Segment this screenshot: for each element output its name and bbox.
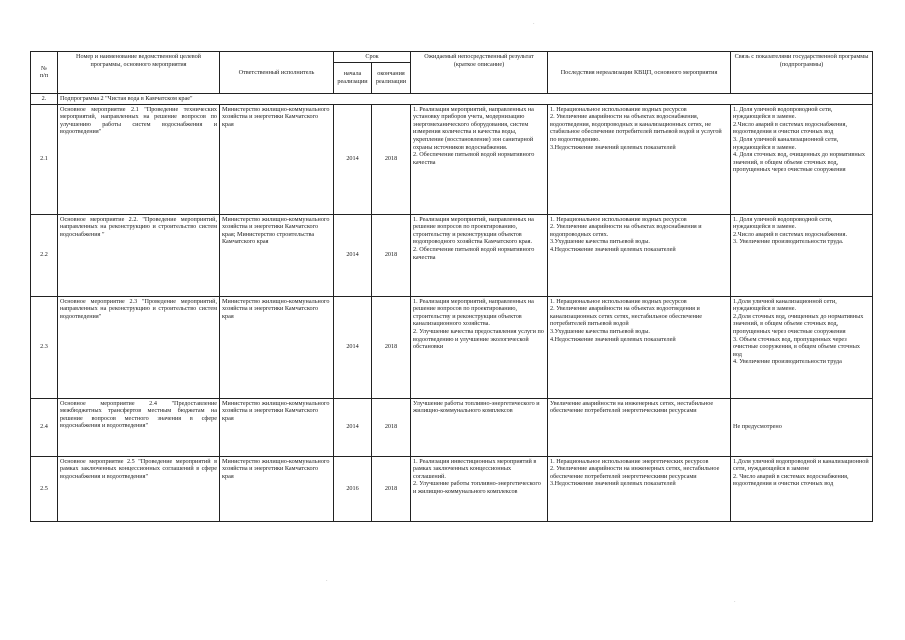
scan-speck: · (326, 579, 328, 584)
header-end: окончания реализации (372, 62, 411, 93)
row-num: 2.2 (31, 214, 58, 296)
header-name: Номер и наименование ведомственной целевой программы, основного мероприятия (58, 52, 220, 94)
measures-table (30, 51, 873, 522)
subprogram-num: 2. (31, 93, 58, 104)
row-consequences: 1. Нерациональное использование водных ресурсов 2. Увеличение аварийности на объектах водоснабжения, водоотведения, водопроводных и канализационных сетях, не стабильное обеспечение потребителей питьевой водой и услугой по водоотведению. 3.Недостижение значений целевых показателей (548, 104, 731, 214)
row-num: 2.5 (31, 456, 58, 521)
table-row (31, 214, 873, 296)
row-expected: 1. Реализация мероприятий, направленных на установку приборов учета, модернизацию энергомеханического оборудования, систем измерения количества и качества воды, укрепление (восстановление) зон санитарной охраны источников водоснабжения. 2. Обеспечение питьевой водой нормативного качества (411, 104, 548, 214)
row-start: 2016 (334, 456, 372, 521)
row-consequences: Увеличение аварийности на инженерных сетях, нестабильное обеспечение потребителей энергетическими ресурсами (548, 398, 731, 456)
row-end: 2018 (372, 398, 411, 456)
row-consequences: 1. Нерациональное использование водных ресурсов 2. Увеличение аварийности на объектах водоснабжения и водопроводных сетях. 3.Ухудшение качества питьевой воды. 4.Недостижение значений целевых показателей (548, 214, 731, 296)
row-num: 2.1 (31, 104, 58, 214)
header-num: № п/п (31, 52, 58, 94)
header-consequences: Последствия нереализации КВЦП, основного мероприятия (548, 52, 731, 94)
row-name: Основное мероприятие 2.4 "Предоставление межбюджетных трансфертов местным бюджетам на решение вопросов местного значения в сфере водоснабжения и водоотведения" (58, 398, 220, 456)
row-expected: Улучшение работы топливно-энергетического и жилищно-коммунального комплексов (411, 398, 548, 456)
row-name: Основное мероприятие 2.5 "Проведение мероприятий в рамках заключенных концессионных соглашений в сфере водоснабжения и водоотведения" (58, 456, 220, 521)
row-executor: Министерство жилищно-коммунального хозяйства и энергетики Камчатского края; Министерство строительства Камчатского края (220, 214, 334, 296)
header-link: Связь с показателями государственной программы (подпрограммы) (731, 52, 873, 94)
row-end: 2018 (372, 296, 411, 398)
table-row (31, 456, 873, 521)
header-executor: Ответственный исполнитель (220, 52, 334, 94)
row-start: 2014 (334, 296, 372, 398)
header-expected: Ожидаемый непосредственный результат (краткое описание) (411, 52, 548, 94)
table-row (31, 104, 873, 214)
row-link: 1.Доля уличной канализационной сети, нуждающейся в замене. 2.Доля сточных вод, очищенных до нормативных значений, в общем объеме сточных вод, пропущенных через очистные сооружения 3. Объем сточных вод, пропущенных через очистные сооружения, в общем объеме сточных вод 4. Увеличение производительности труда (731, 296, 873, 398)
scan-speck: · (734, 600, 736, 605)
row-expected: 1. Реализация мероприятий, направленных на решение вопросов по проектированию, строительству и реконструкции объектов водопроводного хозяйства Камчатского края. 2. Обеспечение питьевой водой нормативного качества (411, 214, 548, 296)
row-num: 2.4 (31, 398, 58, 456)
row-start: 2014 (334, 104, 372, 214)
row-executor: Министерство жилищно-коммунального хозяйства и энергетики Камчатского края (220, 456, 334, 521)
header-start: начала реализации (334, 62, 372, 93)
row-link: 1. Доля уличной водопроводной сети, нуждающейся в замене. 2.Число аварий в системах водоснабжения, водоотведения и очистки сточных вод 3. Доля уличной канализационной сети, нуждающейся в замене. 4. Доля сточных вод, очищенных до нормативных значений, в общем объеме сточных вод, пропущенных через очистные сооружения (731, 104, 873, 214)
subprogram-title: Подпрограмма 2 "Чистая вода в Камчатском крае" (58, 93, 873, 104)
row-link: 1. Доля уличной водопроводной сети, нуждающейся в замене. 2.Число аварий в системах водоснабжения. 3. Увеличение производительности труда. (731, 214, 873, 296)
row-num: 2.3 (31, 296, 58, 398)
table-row (31, 296, 873, 398)
row-link: 1.Доля уличной водопроводной и канализационной сети, нуждающейся в замене 2. Число аварий в системах водоснабжения, водоотведения и очистки сточных вод (731, 456, 873, 521)
row-end: 2018 (372, 104, 411, 214)
row-expected: 1. Реализация инвестиционных мероприятий в рамках заключенных концессионных соглашений. 2. Улучшение работы топливно-энергетического и жилищно-коммунального комплексов (411, 456, 548, 521)
row-name: Основное мероприятие 2.2. "Проведение мероприятий, направленных на реконструкцию и строительство систем водоснабжения " (58, 214, 220, 296)
scan-speck: · (533, 22, 535, 27)
row-executor: Министерство жилищно-коммунального хозяйства и энергетики Камчатского края (220, 398, 334, 456)
row-name: Основное мероприятие 2.1 "Проведение технических мероприятий, направленных на решение вопросов по улучшению работы систем водоснабжения и водоотведения" (58, 104, 220, 214)
row-name: Основное мероприятие 2.3 "Проведение мероприятий, направленных на реконструкцию и строительство систем водоотведения" (58, 296, 220, 398)
subprogram-row (31, 93, 873, 104)
row-link: Не предусмотрено (731, 398, 873, 456)
row-start: 2014 (334, 214, 372, 296)
row-expected: 1. Реализация мероприятий, направленных на решение вопросов по проектированию, строительству и реконструкции объектов канализационного хозяйства. 2. Улучшение качества предоставления услуги по водоотведению и улучшение экологической обстановки (411, 296, 548, 398)
table-row (31, 398, 873, 456)
row-end: 2018 (372, 214, 411, 296)
row-consequences: 1. Нерациональное использование энергетических ресурсов 2. Увеличение аварийности на инженерных сетях, нестабильное обеспечение потребителей энергетическими ресурсами 3.Недостижение значений целевых показателей (548, 456, 731, 521)
row-executor: Министерство жилищно-коммунального хозяйства и энергетики Камчатского края (220, 104, 334, 214)
header-term: Срок (334, 52, 411, 63)
row-executor: Министерство жилищно-коммунального хозяйства и энергетики Камчатского края (220, 296, 334, 398)
row-start: 2014 (334, 398, 372, 456)
row-consequences: 1. Нерациональное использование водных ресурсов 2. Увеличение аварийности на объектах водоотведения и канализационных сетях сетях, нестабильное обеспечение потребителей питьевой водой 3.Ухудшение качества питьевой воды. 4.Недостижение значений целевых показателей (548, 296, 731, 398)
row-end: 2018 (372, 456, 411, 521)
